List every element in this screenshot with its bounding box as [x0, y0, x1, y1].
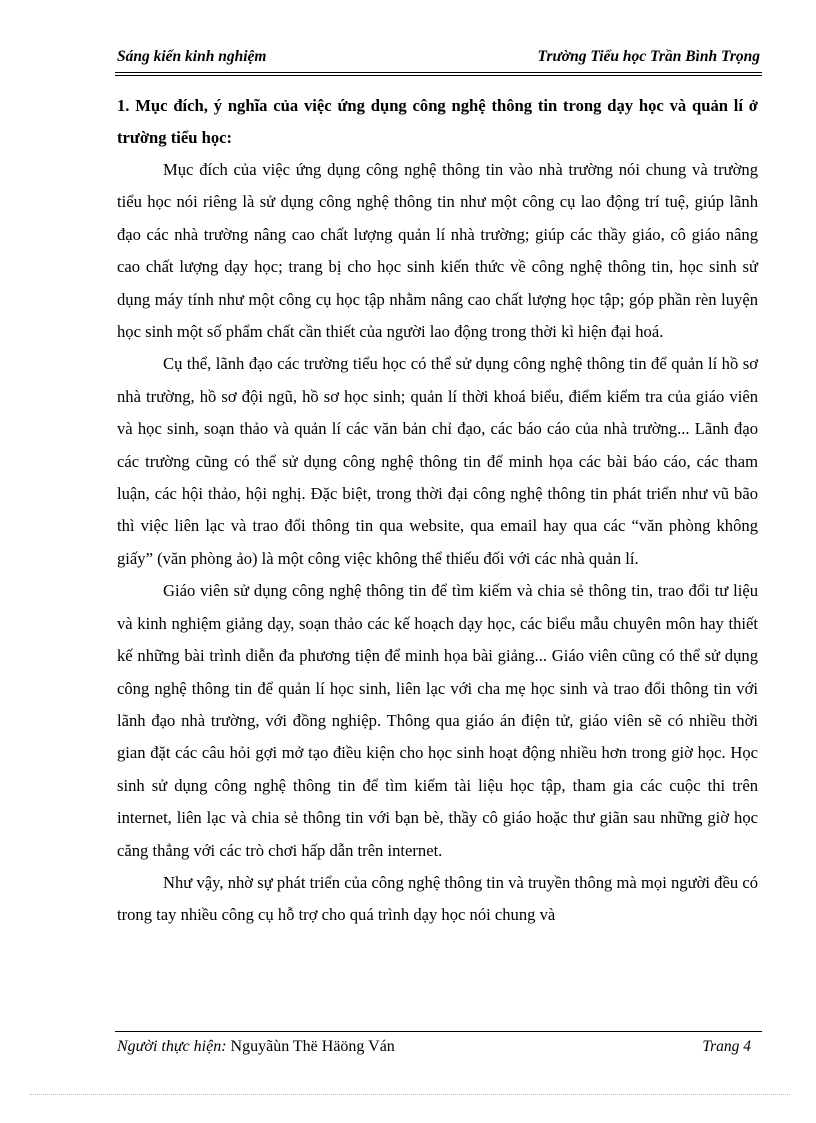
page-body	[117, 90, 758, 932]
page-number: Trang 4	[702, 1038, 751, 1055]
paragraph-leadership: Cụ thể, lãnh đạo các trường tiểu học có thể sử dụng công nghệ thông tin để quản lí hồ sơ nhà trường, hồ sơ đội ngũ, hồ sơ học sinh; quản lí thời khoá biểu, điểm kiểm tra của giáo viên và học sinh, soạn thảo và quản lí các văn bản chỉ đạo, các báo cáo của nhà trường... Lãnh đạo các trường cũng có thể sử dụng công nghệ thông tin để minh họa các bài báo cáo, các tham luận, các hội thảo, hội nghị. Đặc biệt, trong thời đại công nghệ thông tin phát triển như vũ bão thì việc liên lạc và trao đổi thông tin qua website, qua email hay qua các “văn phòng không giấy” (văn phòng ảo) là một công việc không thể thiếu đối với các nhà quản lí.	[117, 354, 758, 568]
header-document-type: Sáng kiến kinh nghiệm	[117, 48, 267, 65]
page-header	[117, 48, 760, 70]
section-heading: 1. Mục đích, ý nghĩa của việc ứng dụng công nghệ thông tin trong dạy học và quản lí ở trường tiểu học:	[117, 96, 758, 147]
header-school-name: Trường Tiểu học Trần Bình Trọng	[537, 48, 760, 65]
footer-divider	[115, 1031, 762, 1032]
paragraph-purpose: Mục đích của việc ứng dụng công nghệ thông tin vào nhà trường nói chung và trường tiểu học nói riêng là sử dụng công nghệ thông tin như một công cụ lao động trí tuệ, giúp lãnh đạo các nhà trường nâng cao chất lượng quản lí nhà trường; giúp các thầy giáo, cô giáo nâng cao chất lượng dạy học; trang bị cho học sinh kiến thức về công nghệ thông tin, học sinh sử dụng máy tính như một công cụ học tập nhằm nâng cao chất lượng học tập; góp phần rèn luyện học sinh một số phẩm chất cần thiết của người lao động trong thời kì hiện đại hoá.	[117, 160, 758, 342]
paragraph-teachers: Giáo viên sử dụng công nghệ thông tin để tìm kiếm và chia sẻ thông tin, trao đổi tư liệu và kinh nghiệm giảng dạy, soạn thảo các kế hoạch dạy học, các biểu mẫu chuyên môn hay thiết kế những bài trình diễn đa phương tiện để minh họa bài giảng... Giáo viên cũng có thể sử dụng công nghệ thông tin để quản lí học sinh, liên lạc với cha mẹ học sinh và trao đổi thông tin với lãnh đạo nhà trường, với đồng nghiệp. Thông qua giáo án điện tử, giáo viên sẽ có nhiều thời gian đặt các câu hỏi gợi mở tạo điều kiện cho học sinh hoạt động nhiều hơn trong giờ học. Học sinh sử dụng công nghệ thông tin để tìm kiếm tài liệu học tập, tham gia các cuộc thi trên internet, liên lạc và chia sẻ thông tin với bạn bè, thầy cô giáo hoặc thư giãn sau những giờ học căng thẳng với các trò chơi hấp dẫn trên internet.	[117, 581, 758, 860]
footer-author-line	[117, 1038, 395, 1056]
page-bottom-dotted-edge	[30, 1094, 790, 1095]
header-divider	[115, 72, 762, 76]
footer-author-name: Nguyãùn Thë Häöng Ván	[230, 1038, 395, 1055]
footer-role-label: Người thực hiện:	[117, 1038, 227, 1055]
page-footer	[117, 1038, 751, 1060]
paragraph-conclusion: Như vậy, nhờ sự phát triển của công nghệ thông tin và truyền thông mà mọi người đều có trong tay nhiều công cụ hỗ trợ cho quá trình dạy học nói chung và	[117, 872, 758, 925]
